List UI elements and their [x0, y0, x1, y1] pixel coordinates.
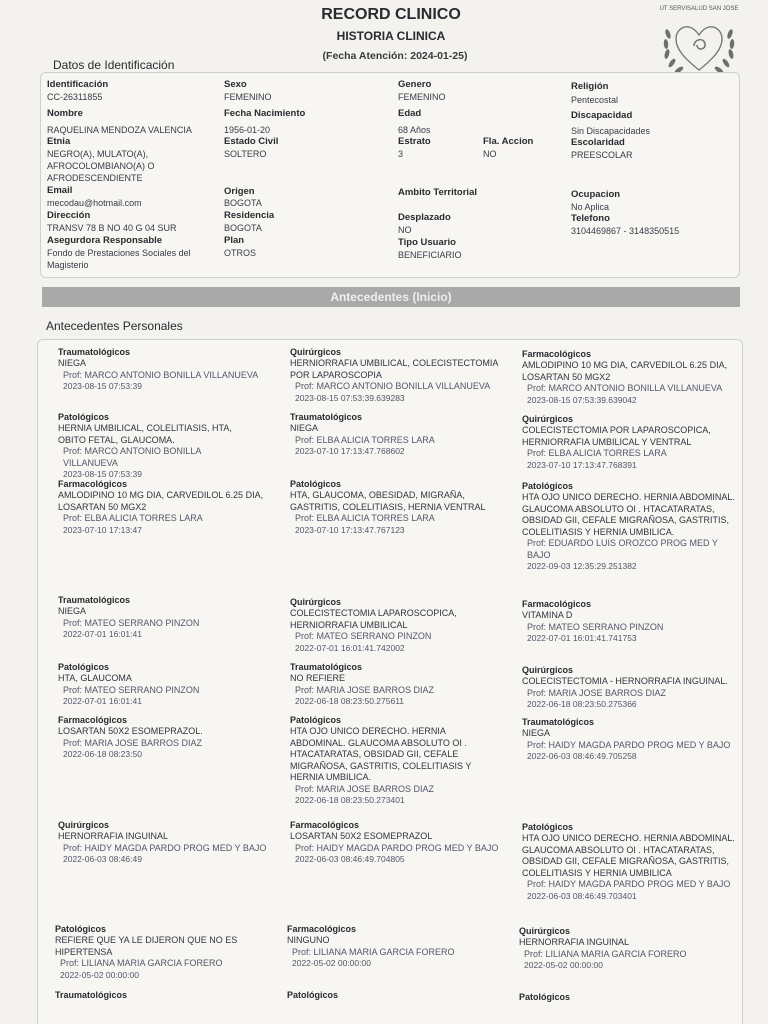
entry-date: 2022-05-02 00:00:00 [60, 969, 139, 980]
entry-date: 2022-07-01 16:01:41 [63, 696, 142, 706]
entry-prof: Prof: MARCO ANTONIO BONILLA VILLANUEVA [63, 446, 201, 468]
tipo-usuario-value: BENEFICIARIO [398, 250, 462, 260]
discapacidad-value: Sin Discapacidades [571, 126, 651, 136]
entry-date: 2023-08-15 07:53:39 [63, 381, 142, 391]
entry-prof: Prof: HAIDY MAGDA PARDO PROG MED Y BAJO [295, 842, 499, 853]
entry-category: Patológicos [58, 662, 110, 672]
entry-date: 2023-07-10 17:13:47.767123 [295, 524, 405, 535]
antecedente-entry [522, 665, 742, 711]
origen-value: BOGOTA [224, 198, 262, 208]
entry-date: 2022-07-01 16:01:41.741753 [527, 633, 637, 643]
entry-text: LOSARTAN 50X2 ESOMEPRAZOL. [58, 726, 203, 736]
entry-prof: Prof: MARCO ANTONIO BONILLA VILLANUEVA [527, 383, 723, 393]
entry-date: 2022-06-03 08:46:49.705258 [527, 751, 637, 761]
desplazado-label: Desplazado [398, 212, 451, 223]
entry-category: Farmacológicos [290, 820, 360, 830]
entry-text: HTA OJO UNICO DERECHO. HERNIA ABDOMINAL. GLAUCOMA ABSOLUTO OI . HTACATARATAS, OBSIDAD GII, CEFALE MIGRAÑOSA, GASTRITIS, COLELITIASIS Y HERNIA UMBILICA [522, 833, 735, 878]
antecedente-entry [290, 412, 515, 458]
entry-text: COLECISTECTOMIA - HERNORRAFIA INGUINAL. [522, 676, 728, 686]
entry-prof: Prof: ELBA ALICIA TORRES LARA [63, 513, 203, 523]
antecedente-entry [522, 599, 747, 645]
antecedente-entry [287, 924, 512, 970]
antecedente-entry [55, 924, 260, 981]
religion-value: Pentecostal [571, 95, 619, 105]
entry-date: 2022-07-01 16:01:41 [63, 629, 142, 639]
antecedente-entry [290, 715, 490, 807]
entry-prof: Prof: MARCO ANTONIO BONILLA VILLANUEVA [295, 381, 491, 391]
entry-category: Traumatológicos [522, 717, 595, 727]
entry-prof: Prof: LILIANA MARIA GARCIA FORERO [292, 946, 455, 957]
identificacion-value: CC-26311855 [47, 92, 103, 102]
entry-prof: Prof: ELBA ALICIA TORRES LARA [295, 434, 435, 445]
logo-text: UT SERVISALUD SAN JOSE [659, 6, 739, 12]
entry-text: HTA, GLAUCOMA [58, 673, 132, 683]
antecedente-entry [58, 347, 283, 393]
direccion-label: Dirección [47, 210, 91, 221]
antecedente-entry [58, 820, 278, 866]
entry-text: AMLODIPINO 10 MG DIA, CARVEDILOL 6.25 DIA, LOSARTAN 50 MGX2 [58, 490, 264, 512]
entry-category: Farmacológicos [522, 349, 592, 359]
entry-category: Farmacológicos [58, 479, 128, 489]
entry-date: 2022-07-01 16:01:41.742002 [295, 642, 405, 653]
entry-date: 2023-08-15 07:53:39 [63, 469, 142, 479]
entry-text: NIEGA [58, 358, 87, 368]
aseguradora-value: Fondo de Prestaciones Sociales del Magisterio [47, 248, 191, 270]
entry-prof: Prof: MARIA JOSE BARROS DIAZ [63, 737, 203, 748]
entry-date: 2023-08-15 07:53:39.639283 [295, 392, 405, 403]
antecedente-entry [58, 479, 273, 536]
entry-category: Farmacológicos [522, 599, 592, 609]
antecedente-entry [55, 990, 280, 1001]
antecedente-entry [519, 992, 744, 1003]
entry-prof: Prof: MARIA JOSE BARROS DIAZ [527, 687, 667, 698]
entry-date: 2022-05-02 00:00:00 [292, 958, 371, 968]
entry-category: Traumatológicos [58, 347, 131, 357]
entry-category: Quirúrgicos [522, 414, 574, 424]
entry-category: Farmacológicos [58, 715, 128, 725]
edad-value: 68 Años [398, 125, 431, 135]
entry-text: NINGUNO [287, 935, 330, 945]
antecedente-entry [522, 717, 742, 763]
entry-category: Patológicos [287, 990, 339, 1000]
entry-prof: Prof: ELBA ALICIA TORRES LARA [527, 448, 667, 458]
entry-date: 2022-06-18 08:23:50.275611 [295, 696, 405, 706]
estrato-label: Estrato [398, 136, 431, 147]
entry-category: Patológicos [58, 412, 110, 422]
entry-text: NO REFIERE [290, 673, 346, 683]
nombre-label: Nombre [47, 108, 83, 119]
entry-category: Patológicos [55, 924, 107, 934]
email-label: Email [47, 185, 73, 196]
entry-category: Traumatológicos [58, 595, 131, 605]
entry-category: Farmacológicos [287, 924, 357, 934]
entry-category: Quirúrgicos [58, 820, 110, 830]
entry-date: 2022-06-03 08:46:49.704805 [295, 854, 405, 864]
entry-prof: Prof: EDUARDO LUIS OROZCO PROG MED Y BAJO [527, 538, 718, 560]
entry-date: 2022-06-03 08:46:49 [63, 854, 142, 864]
desplazado-value: NO [398, 225, 412, 235]
antecedente-entry [287, 990, 512, 1001]
entry-date: 2022-06-18 08:23:50 [63, 749, 142, 759]
sexo-label: Sexo [224, 79, 247, 90]
entry-prof: Prof: MATEO SERRANO PINZON [295, 631, 432, 641]
entry-category: Quirúrgicos [519, 926, 571, 936]
entry-category: Patológicos [290, 479, 342, 489]
entry-text: REFIERE QUE YA LE DIJERON QUE NO ES HIPERTENSA [55, 935, 238, 957]
entry-text: HERNORRAFIA INGUINAL [519, 937, 630, 947]
direccion-value: TRANSV 78 B NO 40 G 04 SUR [47, 223, 177, 233]
antecedente-entry [290, 662, 515, 708]
entry-text: NIEGA [58, 606, 87, 616]
entry-prof: Prof: HAIDY MAGDA PARDO PROG MED Y BAJO [527, 879, 731, 889]
entry-text: NIEGA [522, 728, 551, 738]
entry-prof: Prof: MARIA JOSE BARROS DIAZ [295, 783, 435, 794]
fla-accion-label: Fla. Accion [483, 136, 534, 147]
entry-category: Traumatológicos [55, 990, 128, 1000]
entry-category: Patológicos [290, 715, 342, 725]
datos-identificacion-title: Datos de Identificación [53, 58, 175, 72]
discapacidad-label: Discapacidad [571, 110, 633, 121]
ocupacion-value: No Aplica [571, 202, 610, 212]
document-subtitle: HISTORIA CLINICA [336, 29, 446, 43]
antecedente-entry [290, 820, 510, 866]
residencia-value: BOGOTA [224, 223, 262, 233]
entry-date: 2022-09-03 12:35:29.251382 [527, 561, 637, 571]
entry-prof: Prof: MATEO SERRANO PINZON [63, 684, 200, 695]
telefono-label: Telefono [571, 213, 610, 224]
entry-category: Patológicos [519, 992, 571, 1002]
entry-prof: Prof: LILIANA MARIA GARCIA FORERO [60, 958, 223, 968]
ocupacion-label: Ocupacion [571, 189, 621, 200]
entry-category: Quirúrgicos [290, 597, 342, 607]
entry-date: 2023-07-10 17:13:47.768391 [527, 459, 637, 470]
escolaridad-label: Escolaridad [571, 137, 625, 148]
antecedente-entry [58, 715, 283, 761]
entry-text: HTA, GLAUCOMA, OBESIDAD, MIGRAÑA, GASTRITIS, COLELITIASIS, HERNIA VENTRAL [290, 490, 486, 512]
entry-date: 2022-06-18 08:23:50.275366 [527, 699, 637, 709]
entry-text: HTA OJO UNICO DERECHO. HERNIA ABDOMINAL. GLAUCOMA ABSOLUTO OI . HTACATARATAS, OBSIDAD GII, CEFALE MIGRAÑOSA, GASTRITIS, COLELITIASIS Y HERNIA UMBILICA. [290, 726, 472, 782]
telefono-value: 3104469867 - 3148350515 [571, 226, 680, 236]
edad-label: Edad [398, 108, 422, 119]
entry-text: LOSARTAN 50X2 ESOMEPRAZOL [290, 831, 433, 841]
residencia-label: Residencia [224, 210, 275, 221]
entry-prof: Prof: MARCO ANTONIO BONILLA VILLANUEVA [63, 369, 259, 380]
estrato-value: 3 [398, 149, 404, 159]
entry-text: COLECISTECTOMIA POR LAPAROSCOPICA, HERNIORRAFIA UMBILICAL Y VENTRAL [522, 425, 711, 447]
entry-text: HTA OJO UNICO DERECHO. HERNIA ABDOMINAL. GLAUCOMA ABSOLUTO OI . HTACATARATAS, OBSIDAD GII, CEFALE MIGRAÑOSA, GASTRITIS, COLELITIASIS Y HERNIA UMBILICA. [522, 492, 735, 537]
antecedente-entry [290, 479, 500, 536]
antecedente-entry [58, 412, 258, 481]
antecedente-entry [522, 349, 737, 406]
entry-text: COLECISTECTOMIA LAPAROSCOPICA, HERNIORRAFIA UMBILICAL [290, 608, 457, 630]
entry-date: 2022-06-03 08:46:49.703401 [527, 890, 637, 901]
entry-text: HERNIORRAFIA UMBILICAL, COLECISTECTOMIA POR LAPAROSCOPIA [290, 358, 498, 380]
antecedente-entry [519, 926, 744, 972]
fecha-nacimiento-value: 1956-01-20 [224, 125, 271, 135]
origen-label: Origen [224, 186, 255, 197]
entry-prof: Prof: ELBA ALICIA TORRES LARA [295, 513, 435, 523]
ambito-territorial-label: Ambito Territorial [398, 187, 477, 198]
entry-prof: Prof: MARIA JOSE BARROS DIAZ [295, 684, 435, 695]
aseguradora-label: Asegurdora Responsable [47, 235, 163, 246]
nombre-value: RAQUELINA MENDOZA VALENCIA [47, 125, 192, 135]
estado-civil-label: Estado Civil [224, 136, 279, 147]
entry-date: 2023-07-10 17:13:47.768602 [295, 446, 405, 456]
entry-date: 2022-05-02 00:00:00 [524, 960, 603, 970]
entry-prof: Prof: MATEO SERRANO PINZON [63, 617, 200, 628]
antecedentes-personales-title: Antecedentes Personales [46, 319, 183, 333]
religion-label: Religión [571, 81, 609, 92]
antecedente-entry [522, 481, 737, 573]
genero-value: FEMENINO [398, 92, 446, 102]
entry-category: Quirúrgicos [522, 665, 574, 675]
antecedente-entry [290, 347, 505, 404]
antecedente-entry [290, 597, 490, 654]
entry-date: 2023-08-15 07:53:39.639042 [527, 394, 637, 405]
antecedente-entry [58, 595, 283, 641]
entry-date: 2023-07-10 17:13:47 [63, 524, 142, 535]
document-title: RECORD CLINICO [321, 6, 461, 23]
entry-text: AMLODIPINO 10 MG DIA, CARVEDILOL 6.25 DIA, LOSARTAN 50 MGX2 [522, 360, 728, 382]
entry-prof: Prof: HAIDY MAGDA PARDO PROG MED Y BAJO [63, 842, 267, 853]
entry-prof: Prof: LILIANA MARIA GARCIA FORERO [524, 948, 687, 959]
entry-text: NIEGA [290, 423, 319, 433]
fecha-nacimiento-label: Fecha Nacimiento [224, 108, 306, 119]
antecedente-entry [522, 822, 742, 902]
identificacion-label: Identificación [47, 79, 109, 90]
tipo-usuario-label: Tipo Usuario [398, 237, 456, 248]
antecedente-entry [522, 414, 727, 471]
entry-category: Patológicos [522, 822, 574, 832]
antecedente-entry [58, 662, 283, 708]
entry-category: Traumatológicos [290, 412, 363, 422]
plan-value: OTROS [224, 248, 257, 258]
entry-date: 2022-06-18 08:23:50.273401 [295, 795, 405, 805]
identificacion-box [40, 72, 740, 278]
escolaridad-value: PREESCOLAR [571, 150, 633, 160]
sexo-value: FEMENINO [224, 92, 272, 102]
entry-prof: Prof: MATEO SERRANO PINZON [527, 621, 664, 632]
entry-category: Traumatológicos [290, 662, 363, 672]
fecha-atencion: (Fecha Atención: 2024-01-25) [322, 50, 468, 62]
antecedentes-banner: Antecedentes (Inicio) [42, 287, 740, 307]
entry-category: Patológicos [522, 481, 574, 491]
entry-category: Quirúrgicos [290, 347, 342, 357]
genero-label: Genero [398, 79, 432, 90]
entry-text: HERNIA UMBILICAL, COLELITIASIS, HTA, OBITO FETAL, GLAUCOMA. [58, 423, 232, 445]
plan-label: Plan [224, 235, 245, 246]
etnia-label: Etnia [47, 136, 71, 147]
etnia-value: NEGRO(A), MULATO(A), AFROCOLOMBIANO(A) O AFRODESCENDIENTE [47, 149, 155, 183]
estado-civil-value: SOLTERO [224, 149, 267, 159]
entry-prof: Prof: HAIDY MAGDA PARDO PROG MED Y BAJO [527, 739, 731, 750]
email-value: mecodau@hotmail.com [47, 198, 142, 208]
entry-text: VITAMINA D [522, 610, 573, 620]
entry-text: HERNORRAFIA INGUINAL [58, 831, 169, 841]
fla-accion-value: NO [483, 149, 497, 159]
